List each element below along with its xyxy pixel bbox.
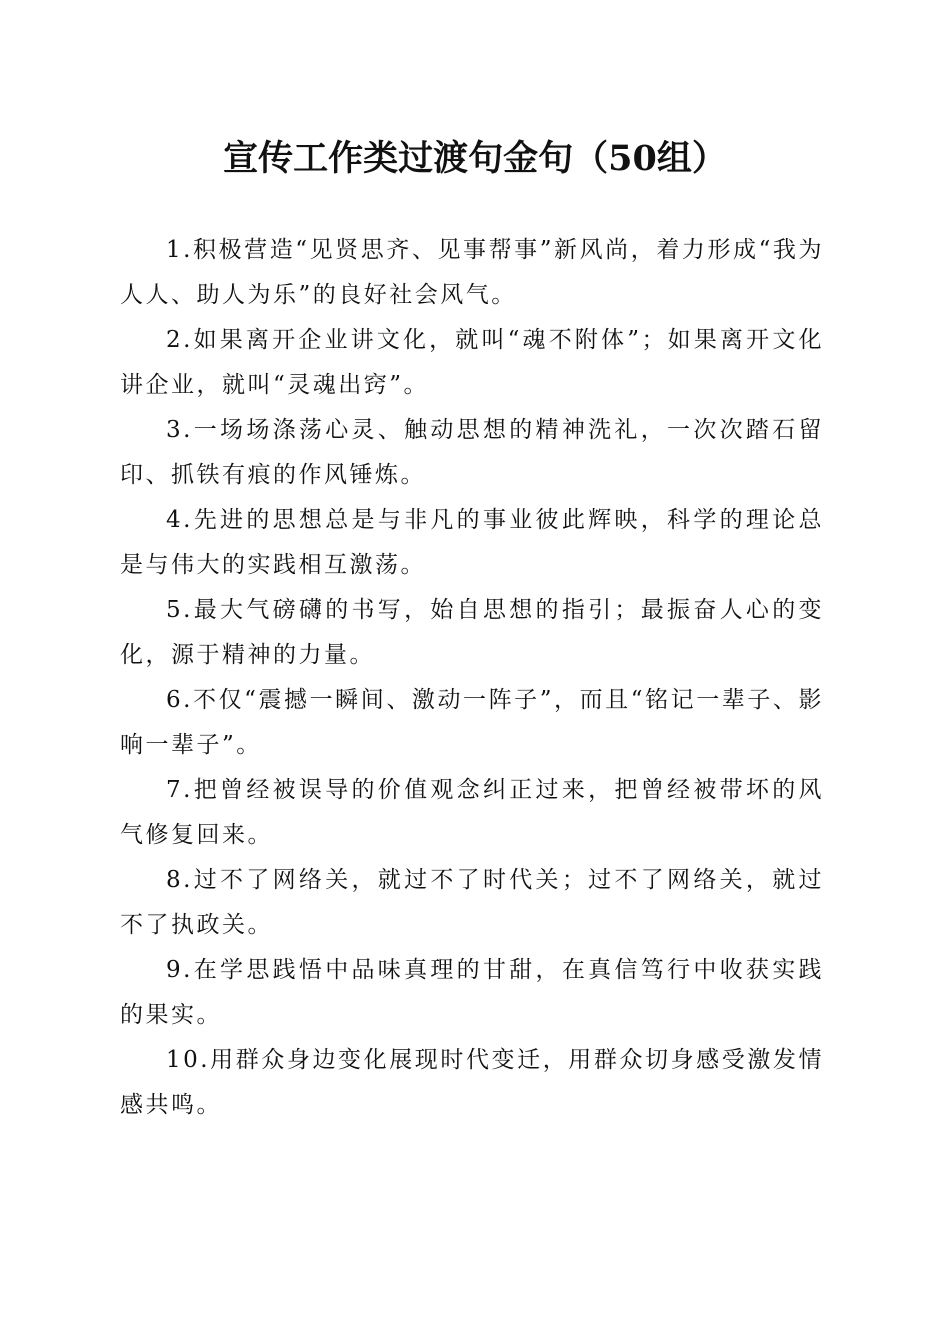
list-item: 4.先进的思想总是与非凡的事业彼此辉映，科学的理论总是与伟大的实践相互激荡。 — [120, 507, 824, 578]
list-item: 3.一场场涤荡心灵、触动思想的精神洗礼，一次次踏石留印、抓铁有痕的作风锤炼。 — [120, 417, 824, 488]
list-item: 5.最大气磅礴的书写，始自思想的指引；最振奋人心的变化，源于精神的力量。 — [120, 597, 824, 668]
document-body — [120, 228, 824, 1128]
list-item: 9.在学思践悟中品味真理的甘甜，在真信笃行中收获实践的果实。 — [120, 957, 824, 1028]
list-item: 6.不仅“震撼一瞬间、激动一阵子”，而且“铭记一辈子、影响一辈子”。 — [120, 687, 824, 758]
list-item: 8.过不了网络关，就过不了时代关；过不了网络关，就过不了执政关。 — [120, 867, 824, 938]
list-item: 10.用群众身边变化展现时代变迁，用群众切身感受激发情感共鸣。 — [120, 1047, 824, 1118]
list-item: 2.如果离开企业讲文化，就叫“魂不附体”；如果离开文化讲企业，就叫“灵魂出窍”。 — [120, 327, 824, 398]
list-item: 1.积极营造“见贤思齐、见事帮事”新风尚，着力形成“我为人人、助人为乐”的良好社会风气。 — [120, 237, 824, 308]
list-item: 7.把曾经被误导的价值观念纠正过来，把曾经被带坏的风气修复回来。 — [120, 777, 824, 848]
page-title: 宣传工作类过渡句金句（50组） — [223, 138, 727, 179]
